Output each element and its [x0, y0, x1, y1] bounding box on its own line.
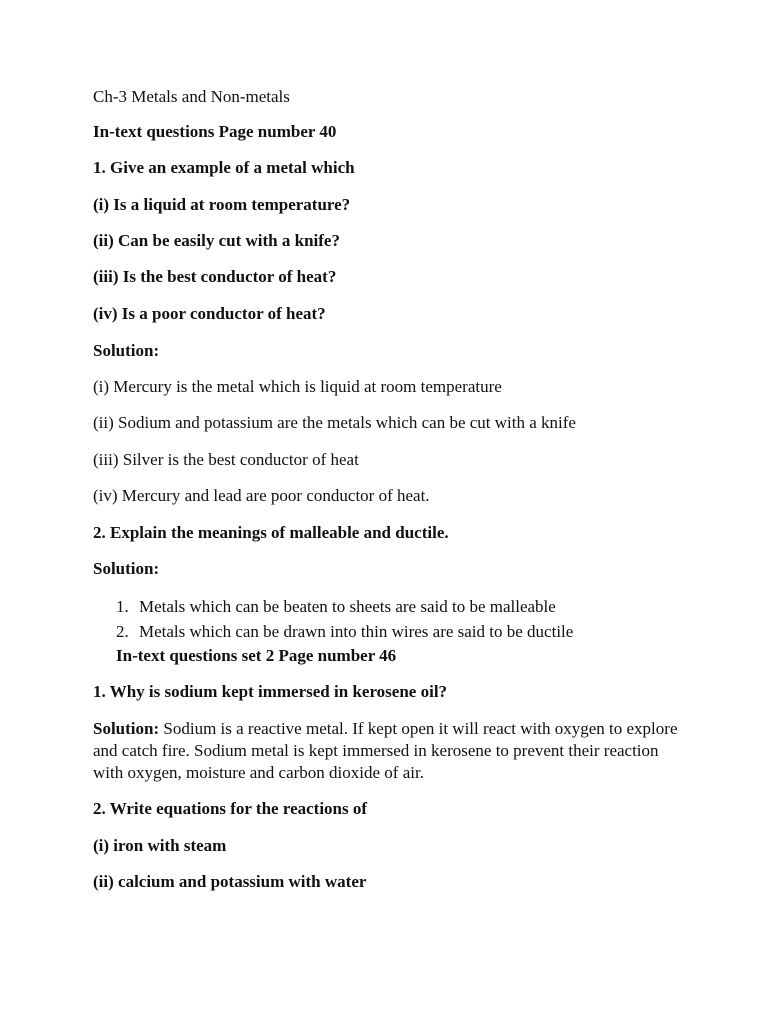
question-1-part-iv: (iv) Is a poor conductor of heat? [93, 304, 326, 323]
list-item-text: Metals which can be beaten to sheets are said to be malleable [139, 597, 556, 616]
question-1-part-ii: (ii) Can be easily cut with a knife? [93, 231, 340, 250]
set2-question-1: 1. Why is sodium kept immersed in kerosene oil? [93, 682, 448, 701]
list-item-text: Metals which can be drawn into thin wires are said to be ductile [139, 622, 574, 641]
question-1-part-i: (i) Is a liquid at room temperature? [93, 195, 351, 214]
list-item-number: 2. [116, 622, 129, 641]
set2-question-2-part-ii: (ii) calcium and potassium with water [93, 872, 367, 891]
question-1: 1. Give an example of a metal which [93, 158, 355, 177]
solution-label-1: Solution: [93, 341, 160, 360]
list-item [93, 619, 573, 644]
answer-1-ii: (ii) Sodium and potassium are the metals which can be cut with a knife [93, 413, 576, 432]
question-2: 2. Explain the meanings of malleable and ductile. [93, 523, 449, 542]
answer-1-i: (i) Mercury is the metal which is liquid at room temperature [93, 377, 502, 396]
set2-question-2: 2. Write equations for the reactions of [93, 799, 368, 818]
answer-1-iii: (iii) Silver is the best conductor of heat [93, 450, 359, 469]
set2-question-2-part-i: (i) iron with steam [93, 836, 227, 855]
document-title: Ch-3 Metals and Non-metals [93, 87, 290, 106]
solution-text-3: Sodium is a reactive metal. If kept open it will react with oxygen to explore and catch fire. Sodium metal is kept immersed in kerosene to prevent their reaction with oxygen, moisture and carbon dioxide of air. [93, 719, 678, 782]
section-heading-page-46: In-text questions set 2 Page number 46 [116, 646, 397, 665]
set2-solution-1 [93, 718, 683, 784]
solution-label-3: Solution: [93, 719, 160, 738]
list-item [93, 594, 573, 619]
question-1-part-iii: (iii) Is the best conductor of heat? [93, 267, 337, 286]
section-heading-page-40: In-text questions Page number 40 [93, 122, 337, 141]
solution-label-2: Solution: [93, 559, 160, 578]
answer-2-list [93, 594, 573, 644]
list-item-number: 1. [116, 597, 129, 616]
answer-1-iv: (iv) Mercury and lead are poor conductor of heat. [93, 486, 430, 505]
